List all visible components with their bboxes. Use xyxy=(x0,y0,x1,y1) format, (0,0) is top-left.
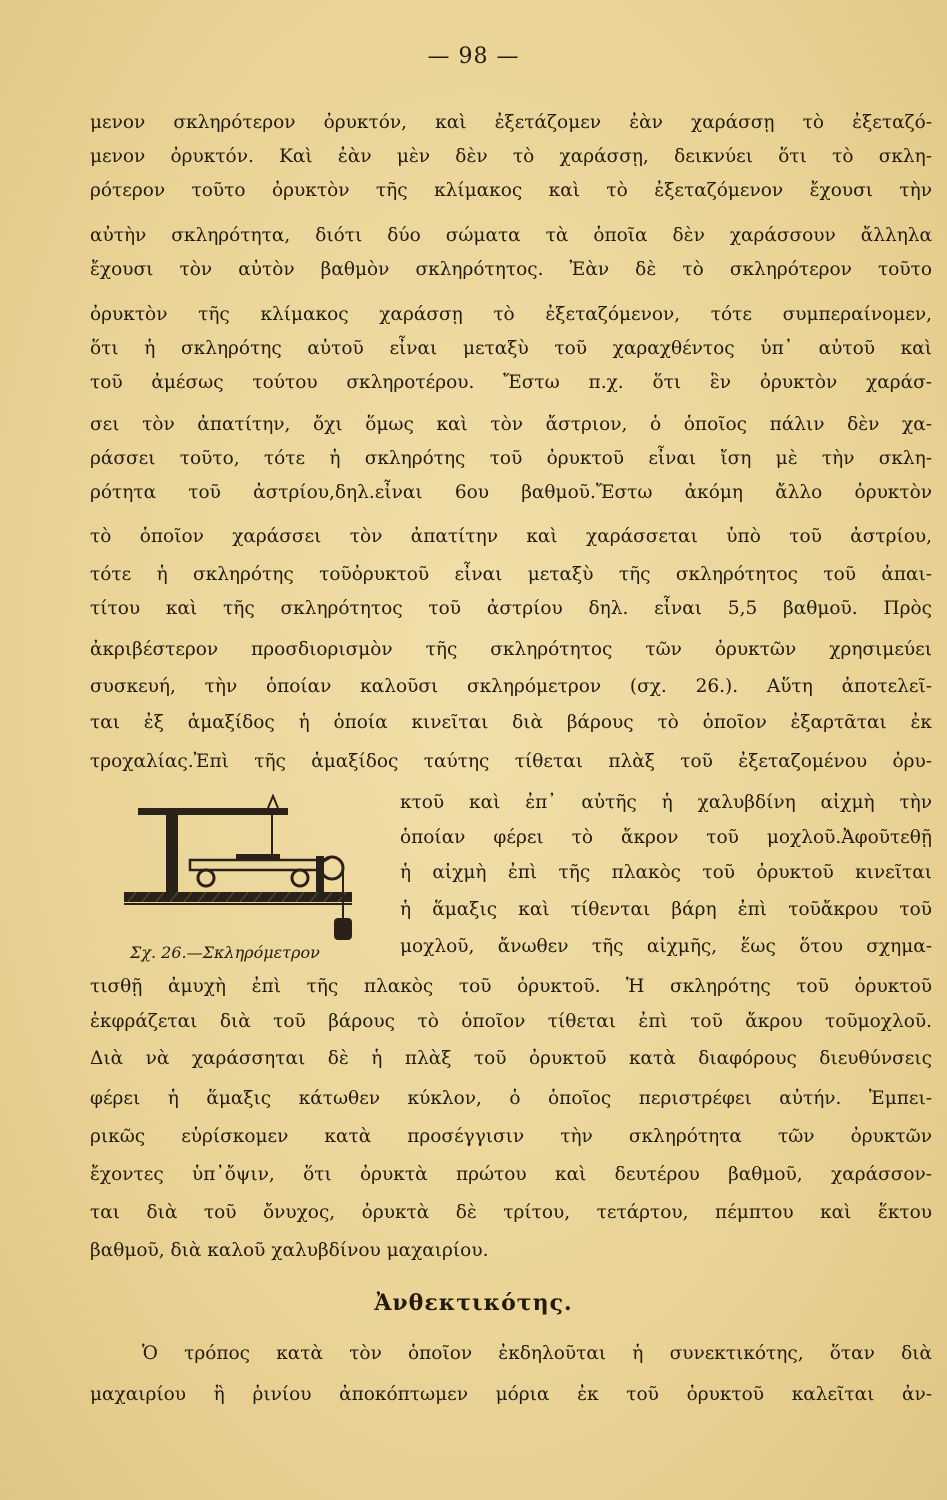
text-line: ρότητα τοῦ ἀστρίου,δηλ.εἶναι 6ου βαθμοῦ.Ἔστω ἀκόμη ἄλλο ὀρυκτὸν xyxy=(90,482,932,503)
text-line: ἔχουσι τὸν αὐτὸν βαθμὸν σκληρότητος. Ἐὰν δὲ τὸ σκληρότερον τοῦτο xyxy=(90,259,932,280)
text-line: ται διὰ τοῦ ὄνυχος, ὀρυκτὰ δὲ τρίτου, τετάρτου, πέμπτου καὶ ἕκτου xyxy=(90,1202,932,1223)
sclerometer-figure xyxy=(118,790,380,950)
figure-cart xyxy=(190,860,320,870)
text-line: συσκευή, τὴν ὁποίαν καλοῦσι σκληρόμετρον (σχ. 26.). Αὕτη ἀποτελεῖ- xyxy=(90,676,932,697)
figure-pulley xyxy=(321,857,343,879)
text-line: τροχαλίας.Ἐπὶ τῆς ἁμαξίδος ταύτης τίθεται πλὰξ τοῦ ἐξεταζομένου ὀρυ- xyxy=(90,751,932,772)
figure-wheel xyxy=(292,870,308,886)
text-line: μενον ὀρυκτόν. Καὶ ἐὰν μὲν δὲν τὸ χαράσσῃ, δεικνύει ὅτι τὸ σκλη- xyxy=(90,146,932,167)
text-line: ἔχοντες ὑπ᾽ὄψιν, ὅτι ὀρυκτὰ πρώτου καὶ δευτέρου βαθμοῦ, χαράσσον- xyxy=(90,1164,932,1185)
text-line: ἡ αἰχμὴ ἐπὶ τῆς πλακὸς τοῦ ὀρυκτοῦ κινεῖται xyxy=(400,862,932,883)
text-line: ται ἐξ ἁμαξίδος ἡ ὁποία κινεῖται διὰ βάρους τὸ ὁποῖον ἐξαρτᾶται ἐκ xyxy=(90,712,932,733)
figure-caption: Σχ. 26.—Σκληρόμετρον xyxy=(130,943,320,962)
figure-base xyxy=(124,892,352,902)
text-line: ὀρυκτὸν τῆς κλίμακος χαράσσῃ τὸ ἐξεταζόμενον, τότε συμπεραίνομεν, xyxy=(90,304,932,325)
text-line: ἀκριβέστερον προσδιορισμὸν τῆς σκληρότητος τῶν ὀρυκτῶν χρησιμεύει xyxy=(90,639,932,660)
figure-weight-hook xyxy=(268,796,278,808)
text-line: κτοῦ καὶ ἐπ᾽ αὐτῆς ἡ χαλυβδίνη αἰχμὴ τὴν xyxy=(400,792,932,813)
figure-mineral-plate xyxy=(236,854,280,860)
figure-wheel xyxy=(198,870,214,886)
text-line: τίτου καὶ τῆς σκληρότητος τοῦ ἀστρίου δηλ. εἶναι 5,5 βαθμοῦ. Πρὸς xyxy=(90,598,932,619)
text-line: ὅτι ἡ σκληρότης αὐτοῦ εἶναι μεταξὺ τοῦ χαραχθέντος ὑπ᾽ αὐτοῦ καὶ xyxy=(90,338,932,359)
text-line: βαθμοῦ, διὰ καλοῦ χαλυβδίνου μαχαιρίου. xyxy=(90,1240,489,1261)
text-line: ρότερον τοῦτο ὀρυκτὸν τῆς κλίμακος καὶ τὸ ἐξεταζόμενον ἔχουσι τὴν xyxy=(90,180,932,201)
text-line: τότε ἡ σκληρότης τοῦὀρυκτοῦ εἶναι μεταξὺ τῆς σκληρότητος τοῦ ἀπαι- xyxy=(90,564,932,585)
text-line: ράσσει τοῦτο, τότε ἡ σκληρότης τοῦ ὀρυκτοῦ εἶναι ἴση μὲ τὴν σκλη- xyxy=(90,448,932,469)
section-heading: Ἀνθεκτικότης. xyxy=(374,1290,573,1316)
page-number: — 98 — xyxy=(427,44,520,69)
figure-hanging-weight xyxy=(334,918,352,940)
text-line: φέρει ἡ ἅμαξις κάτωθεν κύκλον, ὁ ὁποῖος περιστρέφει αὐτήν. Ἐμπει- xyxy=(90,1088,932,1109)
text-line: Διὰ νὰ χαράσσηται δὲ ἡ πλὰξ τοῦ ὀρυκτοῦ κατὰ διαφόρους διευθύνσεις xyxy=(90,1048,932,1069)
text-line: τοῦ ἀμέσως τούτου σκληροτέρου. Ἔστω π.χ. ὅτι ἓν ὀρυκτὸν χαράσ- xyxy=(90,372,932,393)
text-line: σει τὸν ἀπατίτην, ὄχι ὅμως καὶ τὸν ἄστριον, ὁ ὁποῖος πάλιν δὲν χα- xyxy=(90,414,932,435)
text-line: Ὁ τρόπος κατὰ τὸν ὁποῖον ἐκδηλοῦται ἡ συνεκτικότης, ὅταν διὰ xyxy=(142,1343,932,1364)
text-line: μενον σκληρότερον ὀρυκτόν, καὶ ἐξετάζομεν ἐὰν χαράσσῃ τὸ ἐξεταζό- xyxy=(90,112,932,133)
text-line: ἡ ἅμαξις καὶ τίθενται βάρη ἐπὶ τοῦἄκρου τοῦ xyxy=(400,899,932,920)
text-line: ἐκφράζεται διὰ τοῦ βάρους τὸ ὁποῖον τίθεται ἐπὶ τοῦ ἄκρου τοῦμοχλοῦ. xyxy=(90,1011,932,1032)
figure-post xyxy=(166,812,178,892)
text-line: ρικῶς εὑρίσκομεν κατὰ προσέγγισιν τὴν σκληρότητα τῶν ὀρυκτῶν xyxy=(90,1126,932,1147)
text-line: μοχλοῦ, ἄνωθεν τῆς αἰχμῆς, ἕως ὅτου σχημα- xyxy=(400,936,932,957)
text-line: τὸ ὁποῖον χαράσσει τὸν ἀπατίτην καὶ χαράσσεται ὑπὸ τοῦ ἀστρίου, xyxy=(90,526,932,547)
text-line: τισθῇ ἀμυχὴ ἐπὶ τῆς πλακὸς τοῦ ὀρυκτοῦ. Ἡ σκληρότης τοῦ ὀρυκτοῦ xyxy=(90,976,932,997)
text-line: μαχαιρίου ἢ ῥινίου ἀποκόπτωμεν μόρια ἐκ τοῦ ὀρυκτοῦ καλεῖται ἀν- xyxy=(90,1384,932,1405)
text-line: αὐτὴν σκληρότητα, διότι δύο σώματα τὰ ὁποῖα δὲν χαράσσουν ἄλληλα xyxy=(90,225,932,246)
figure-lever xyxy=(138,808,288,815)
text-line: ὁποίαν φέρει τὸ ἄκρον τοῦ μοχλοῦ.Ἀφοῦτεθῇ xyxy=(400,827,932,848)
